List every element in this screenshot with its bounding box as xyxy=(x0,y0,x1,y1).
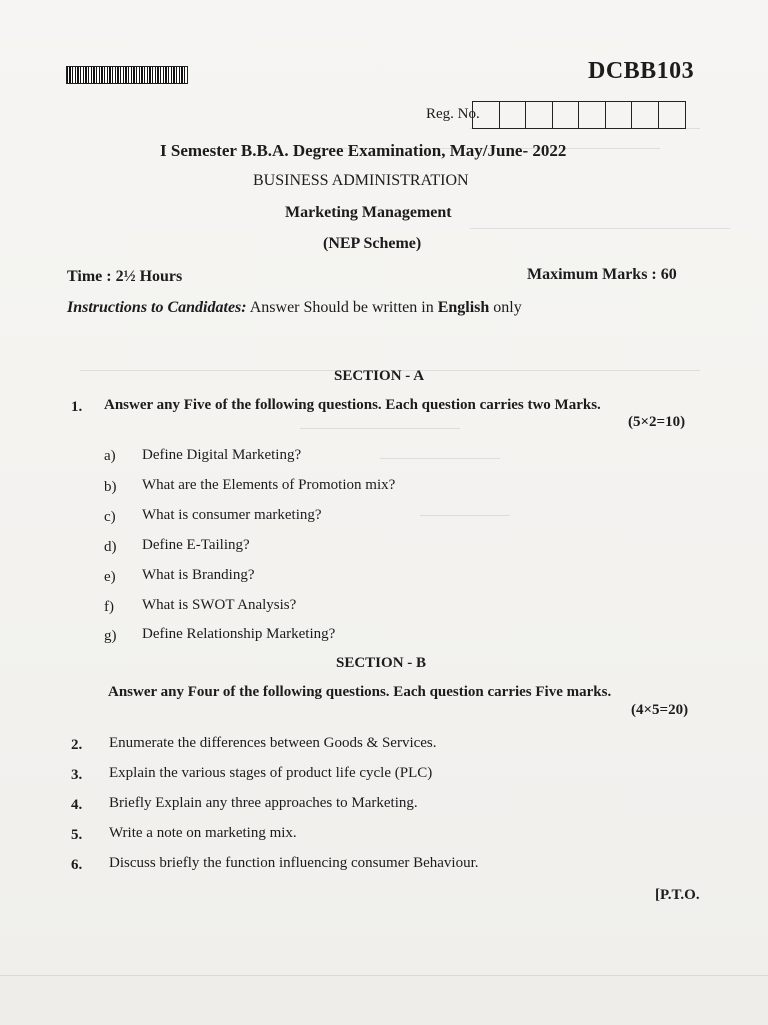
reg-no-box[interactable] xyxy=(632,102,659,128)
barcode xyxy=(66,66,188,84)
pto-label: [P.T.O. xyxy=(655,887,700,903)
section-a-heading: SECTION - A xyxy=(334,368,425,384)
question-number: 5. xyxy=(71,827,83,843)
question-number: 3. xyxy=(71,767,83,783)
question-text: Discuss briefly the function influencing consumer Behaviour. xyxy=(109,855,479,871)
instructions-text: Answer Should be written in xyxy=(246,299,438,316)
reg-no-box[interactable] xyxy=(579,102,606,128)
option-letter: g) xyxy=(104,628,117,644)
question-text: Briefly Explain any three approaches to Marketing. xyxy=(109,795,418,811)
question-number: 6. xyxy=(71,857,83,873)
reg-no-boxes[interactable] xyxy=(472,101,686,129)
question-text: Write a note on marketing mix. xyxy=(109,825,297,841)
question-text: Enumerate the differences between Goods & Services. xyxy=(109,735,437,751)
reg-no-box[interactable] xyxy=(606,102,633,128)
section-b-marks: (4×5=20) xyxy=(631,702,689,718)
option-text: What is SWOT Analysis? xyxy=(142,597,297,613)
option-letter: a) xyxy=(104,448,116,464)
instructions xyxy=(67,299,522,317)
option-text: Define Relationship Marketing? xyxy=(142,626,336,642)
instructions-language: English xyxy=(437,299,490,316)
subject-name: BUSINESS ADMINISTRATION xyxy=(253,172,469,189)
section-b-heading: SECTION - B xyxy=(336,655,427,671)
section-b-instruction: Answer any Four of the following questions. Each question carries Five marks. xyxy=(108,684,612,700)
reg-no-box[interactable] xyxy=(526,102,553,128)
maximum-marks: Maximum Marks : 60 xyxy=(527,266,677,283)
option-text: Define Digital Marketing? xyxy=(142,447,302,463)
option-text: What are the Elements of Promotion mix? xyxy=(142,477,396,493)
reg-no-box[interactable] xyxy=(659,102,686,128)
option-text: What is consumer marketing? xyxy=(142,507,322,523)
scanner-margin xyxy=(0,975,768,1025)
option-letter: d) xyxy=(104,539,117,555)
option-letter: f) xyxy=(104,599,114,615)
question-number: 4. xyxy=(71,797,83,813)
reg-no-box[interactable] xyxy=(553,102,580,128)
question-text: Explain the various stages of product life cycle (PLC) xyxy=(109,765,433,781)
option-letter: c) xyxy=(104,509,116,525)
option-letter: e) xyxy=(104,569,116,585)
reg-no-box[interactable] xyxy=(500,102,527,128)
option-letter: b) xyxy=(104,479,117,495)
exam-title: I Semester B.B.A. Degree Examination, May/June- 2022 xyxy=(160,141,567,160)
question-number: 1. xyxy=(71,399,83,415)
question-number: 2. xyxy=(71,737,83,753)
scheme-label: (NEP Scheme) xyxy=(323,235,422,252)
section-a-instruction: Answer any Five of the following questions. Each question carries two Marks. xyxy=(104,397,601,413)
reg-no-box[interactable] xyxy=(473,102,500,128)
option-text: What is Branding? xyxy=(142,567,255,583)
paper-name: Marketing Management xyxy=(285,204,452,221)
reg-no-label: Reg. No. xyxy=(426,106,480,122)
section-a-marks: (5×2=10) xyxy=(628,414,686,430)
instructions-end: only xyxy=(489,299,522,316)
paper-code: DCBB103 xyxy=(588,58,695,84)
option-text: Define E-Tailing? xyxy=(142,537,250,553)
time-allowed: Time : 2½ Hours xyxy=(67,268,183,285)
instructions-label: Instructions to Candidates: xyxy=(67,299,247,316)
